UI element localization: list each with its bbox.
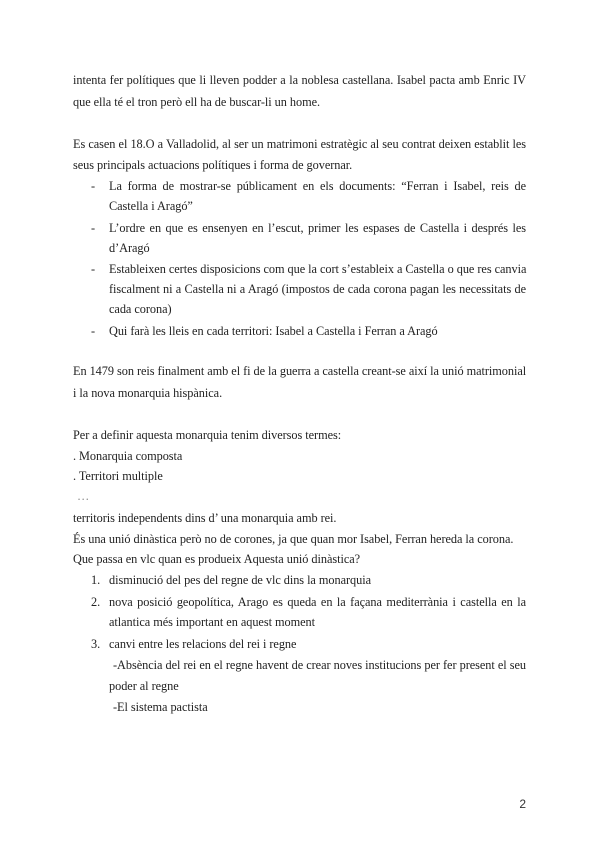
list-number-1: 1. (91, 573, 101, 587)
bullet-item-3-line-2: fiscalment ni a Castella ni a Aragó (impostos de cada corona pagan les necessitats de (109, 282, 526, 296)
paragraph-1-line-1: intenta fer polítiques que li lleven podder a la noblesa castellana. Isabel pacta amb Enric IV (73, 73, 526, 87)
bullet-item-2-line-2: d’Aragó (109, 241, 150, 255)
numbered-item-2-line-1: nova posició geopolítica, Arago es queda en la façana mediterrània i castella en la (109, 595, 526, 609)
terms-question: Que passa en vlc quan es produeix Aquesta unió dinàstica? (73, 552, 361, 566)
bullet-item-1-line-1: La forma de mostrar-se públicament en els documents: “Ferran i Isabel, reis de (109, 179, 526, 193)
bullet-item-3-line-3: cada corona) (109, 302, 172, 316)
bullet-marker: - (91, 262, 96, 276)
term-monarquia-composta: . Monarquia composta (73, 449, 183, 463)
page-number: 2 (519, 797, 526, 811)
numbered-item-2-line-2: atlantica més important en aquest moment (109, 615, 315, 629)
paragraph-3-line-2: i la nova monarquia hispànica. (73, 386, 223, 400)
bullet-item-3-line-1: Estableixen certes disposicions com que la cort s’estableix a Castella o que res canvia (109, 262, 527, 276)
bullet-item-2-line-1: L’ordre en que es ensenyen en l’escut, primer les espases de Castella i després les (109, 221, 526, 235)
numbered-item-3-line-1: canvi entre les relacions del rei i regne (109, 637, 297, 651)
paragraph-3-line-1: En 1479 son reis finalment amb el fi de la guerra a castella creant-se així la unió matrimonial (73, 364, 527, 378)
paragraph-1-line-2: que ella té el tron però ell ha de buscar-li un home. (73, 95, 321, 109)
bullet-marker: - (91, 221, 96, 235)
bullet-item-4-line-1: Qui farà les lleis en cada territori: Isabel a Castella i Ferran a Aragó (109, 324, 438, 338)
paragraph-2-line-2: seus principals actuacions polítiques i forma de governar. (73, 158, 353, 172)
paragraph-2-line-1: Es casen el 18.O a Valladolid, al ser un matrimoni estratègic al seu contrat deixen establit les (73, 137, 526, 151)
sub-item-1-line-2: poder al regne (109, 679, 179, 693)
bullet-marker: - (91, 324, 96, 338)
terms-intro: Per a definir aquesta monarquia tenim diversos termes: (73, 428, 342, 442)
terms-line-a: territoris independents dins d’ una monarquia amb rei. (73, 511, 337, 525)
term-territori-multiple: . Territori multiple (73, 469, 163, 483)
sub-item-2: -El sistema pactista (113, 700, 208, 714)
list-number-3: 3. (91, 637, 101, 651)
numbered-item-1-line-1: disminució del pes del regne de vlc dins la monarquia (109, 573, 372, 587)
bullet-item-1-line-2: Castella i Aragó” (109, 199, 193, 213)
terms-line-b: És una unió dinàstica però no de corones, ja que quan mor Isabel, Ferran hereda la corona. (73, 532, 514, 546)
list-number-2: 2. (91, 595, 101, 609)
sub-item-1-line-1: -Absència del rei en el regne havent de crear noves institucions per fer present el seu (113, 658, 526, 672)
bullet-marker: - (91, 179, 96, 193)
ellipsis: … (77, 489, 90, 503)
